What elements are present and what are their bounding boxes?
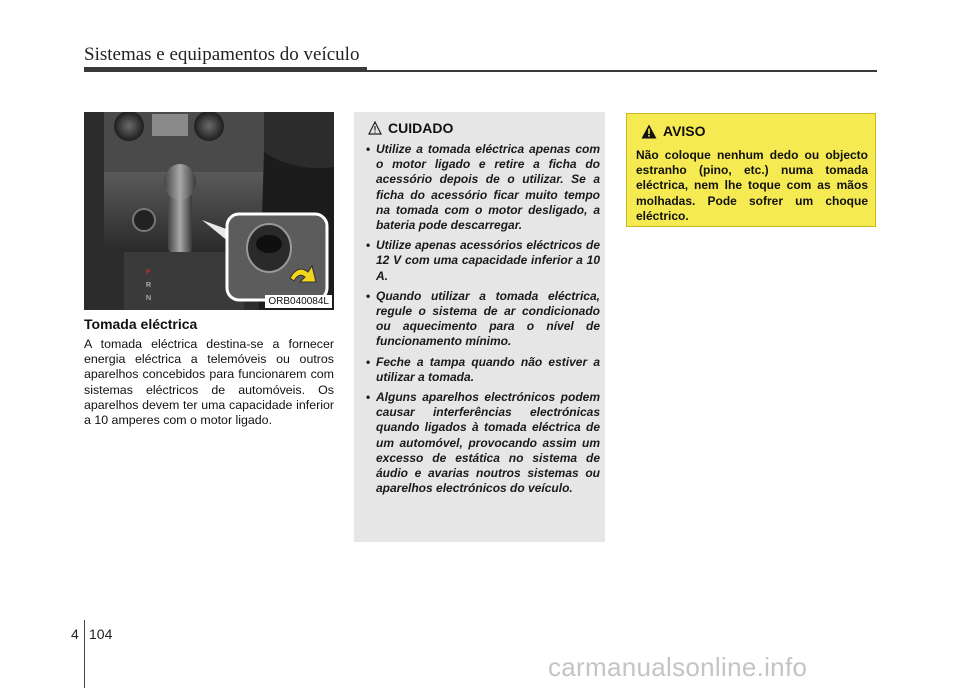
caution-item: • Alguns aparelhos electrónicos podem causar interferências electrónicas quando ligados à tomada eléctrica de um automóvel, provocando assim um excesso de estática no sistema de áudio e avarias noutros sistemas ou aparelhos electrónicos do veículo. [364,390,600,496]
header-rule-thin [367,70,877,72]
section-title: Tomada eléctrica [84,316,198,332]
warning-header [641,123,706,139]
caution-item: • Utilize a tomada eléctrica apenas com o motor ligado e retire a ficha do acessório depois de o utilizar. Se a ficha do acessório ficar muito tempo na tomada com o motor desligado, a bateria pode descarregar. [364,142,600,233]
caution-header [368,120,453,136]
watermark: carmanualsonline.info [548,652,808,682]
footer-divider [84,620,85,688]
gear-r-label: R [146,282,152,289]
warning-triangle-icon [641,124,657,139]
gear-n-label: N [146,295,152,302]
warning-title: AVISO [663,123,706,139]
warning-text: Não coloque nenhum dedo ou objecto estranho (pino, etc.) numa tomada eléctrica, nem lhe toque com as mãos molhadas. Pode sofrer um choque eléctrico. [636,148,868,223]
page-number: 104 [89,626,113,642]
chapter-number: 4 [71,626,79,642]
caution-item: • Quando utilizar a tomada eléctrica, regule o sistema de ar condicionado ou aquecimento para o nível de funcionamento mínimo. [364,289,600,350]
power-outlet-photo [84,112,334,310]
caution-triangle-icon [368,121,382,135]
figure-label: ORB040084L [265,295,332,308]
caution-list [364,142,600,501]
header-rule-thick [84,67,367,72]
caution-title: CUIDADO [388,120,454,136]
header-title: Sistemas e equipamentos do veículo [84,44,360,65]
caution-box [354,112,605,542]
caution-item: • Utilize apenas acessórios eléctricos de 12 V com uma capacidade inferior a 10 A. [364,238,600,284]
gear-p-label: P [146,269,151,276]
section-body: A tomada eléctrica destina-se a fornecer energia eléctrica a telemóveis ou outros aparelhos concebidos para funcionarem com sistemas eléctricos de automóveis. Os aparelhos devem ter uma capacidade inferior a 10 amperes com o motor ligado. [84,337,334,428]
warning-box [626,113,876,227]
caution-item: • Feche a tampa quando não estiver a utilizar a tomada. [364,355,600,385]
console-illustration [84,112,334,310]
